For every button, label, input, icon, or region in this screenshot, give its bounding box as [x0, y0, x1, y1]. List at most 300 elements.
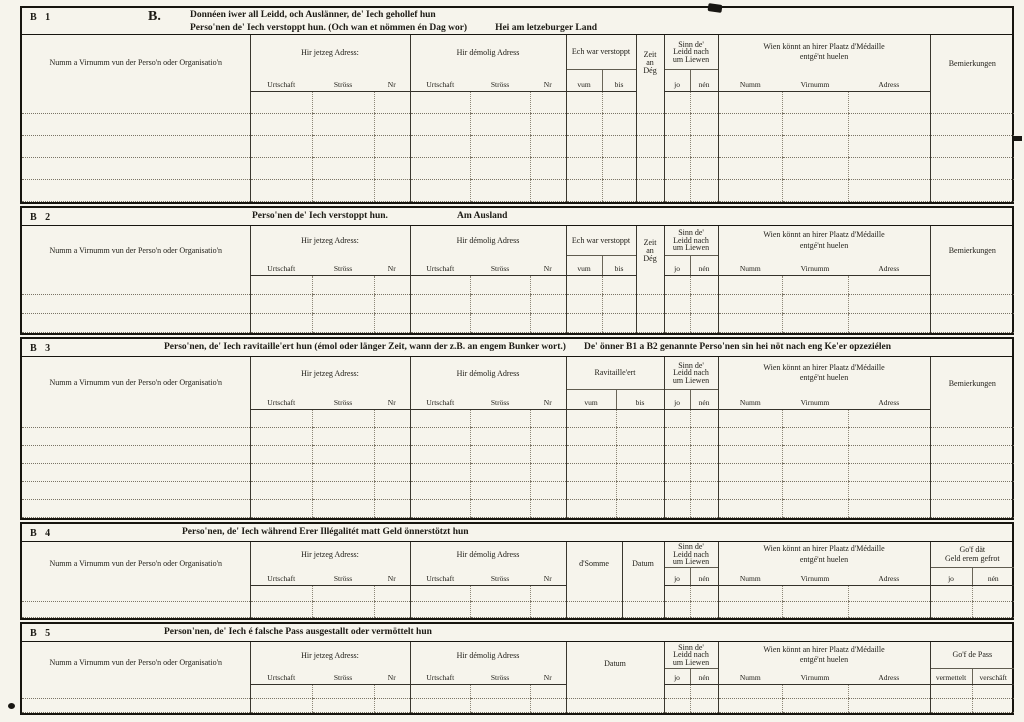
empty-cell: [22, 499, 250, 517]
empty-cell: [664, 314, 690, 333]
col-header-remarks: Bemierkungen: [930, 35, 1014, 91]
col-sub-bis: bis: [602, 256, 636, 276]
col-sub-nr: Nr: [374, 69, 410, 91]
col-sub-nen: nén: [972, 568, 1014, 586]
col-sub-stross: Ströss: [470, 568, 530, 586]
empty-cell: [530, 602, 566, 618]
col-sub-nen: nén: [690, 256, 718, 276]
empty-cell: [374, 427, 410, 445]
col-group-former-address: Hir démolig Adress: [410, 542, 566, 568]
table-row: [22, 698, 1014, 712]
section-b4-title-band: [22, 524, 1012, 542]
empty-cell: [530, 427, 566, 445]
col-group-former-address: Hir démolig Adress: [410, 226, 566, 256]
table-row: [22, 409, 1014, 427]
empty-cell: [848, 295, 930, 314]
empty-cell: [374, 157, 410, 179]
empty-cell: [374, 314, 410, 333]
empty-cell: [930, 179, 1014, 201]
empty-cell: [602, 135, 636, 157]
heading-line-1: Donnéen iwer all Leidd, och Auslänner, de' Iech gehollef hun: [190, 10, 436, 20]
empty-cell: [664, 113, 690, 135]
empty-cell: [566, 481, 616, 499]
empty-cell: [410, 135, 470, 157]
empty-cell: [848, 427, 930, 445]
empty-cell: [664, 586, 690, 602]
empty-cell: [566, 427, 616, 445]
empty-cell: [22, 481, 250, 499]
empty-cell: [782, 499, 848, 517]
empty-cell: [718, 295, 782, 314]
empty-cell: [718, 684, 782, 698]
empty-cell: [930, 427, 1014, 445]
col-group-current-address: Hir jetzeg Adress:: [250, 35, 410, 69]
section-b4-table: [22, 542, 1014, 619]
col-sub-stross: Ströss: [470, 668, 530, 684]
col-group-hidden-period: Ech war verstoppt: [566, 226, 636, 256]
col-sub-vum: vum: [566, 256, 602, 276]
empty-cell: [664, 276, 690, 295]
col-group-hidden-period: Ech war verstoppt: [566, 35, 636, 69]
empty-cell: [972, 698, 1014, 712]
empty-cell: [470, 684, 530, 698]
empty-cell: [410, 91, 470, 113]
col-sub-numm: Numm: [718, 389, 782, 409]
empty-cell: [718, 314, 782, 333]
empty-cell: [566, 445, 616, 463]
col-header-amount: d'Somme: [566, 542, 622, 586]
empty-cell: [374, 409, 410, 427]
col-header-remarks: Bemierkungen: [930, 357, 1014, 409]
empty-cell: [530, 276, 566, 295]
empty-cell: [690, 295, 718, 314]
empty-cell: [616, 499, 664, 517]
empty-cell: [374, 586, 410, 602]
col-sub-jo: jo: [664, 668, 690, 684]
col-sub-stross: Ströss: [470, 389, 530, 409]
empty-cell: [22, 179, 250, 201]
table-row: [22, 295, 1014, 314]
table-row: [22, 113, 1014, 135]
empty-cell: [410, 179, 470, 201]
form: [20, 6, 1014, 717]
empty-cell: [470, 295, 530, 314]
empty-cell: [636, 91, 664, 113]
empty-cell: [312, 499, 374, 517]
col-sub-jo: jo: [664, 69, 690, 91]
empty-cell: [848, 463, 930, 481]
empty-cell: [718, 179, 782, 201]
empty-cell: [930, 499, 1014, 517]
empty-cell: [930, 684, 972, 698]
empty-cell: [636, 157, 664, 179]
empty-cell: [470, 499, 530, 517]
table-row: [22, 463, 1014, 481]
empty-cell: [848, 91, 930, 113]
empty-cell: [530, 91, 566, 113]
empty-cell: [566, 135, 602, 157]
section-b3-table: [22, 357, 1014, 518]
col-sub-nen: nén: [690, 568, 718, 586]
col-sub-verschaft: verschäft: [972, 668, 1014, 684]
section-id: B 5: [30, 628, 54, 639]
col-group-medal: Wien könnt an hirer Plaatz d'Médaille entgé'nt huelen: [718, 642, 930, 668]
empty-cell: [374, 179, 410, 201]
empty-cell: [566, 586, 622, 602]
empty-cell: [312, 602, 374, 618]
col-sub-adress: Adress: [848, 69, 930, 91]
col-header-name: Numm a Virnumm vun der Perso'n oder Organisatio'n: [49, 558, 223, 568]
section-subtitle: Am Ausland: [457, 210, 508, 221]
col-sub-urtschaft: Urtschaft: [250, 69, 312, 91]
col-header-date: Datum: [622, 542, 664, 586]
empty-cell: [22, 314, 250, 333]
empty-cell: [22, 409, 250, 427]
empty-cell: [636, 179, 664, 201]
empty-cell: [410, 157, 470, 179]
empty-cell: [22, 427, 250, 445]
col-sub-stross: Ströss: [312, 568, 374, 586]
empty-cell: [718, 445, 782, 463]
col-sub-nr: Nr: [374, 568, 410, 586]
empty-cell: [664, 157, 690, 179]
empty-cell: [410, 427, 470, 445]
section-b1-title-band: [22, 8, 1012, 35]
empty-cell: [470, 157, 530, 179]
section-b1-table: [22, 35, 1014, 202]
empty-cell: [930, 586, 972, 602]
col-group-current-address: Hir jetzeg Adress:: [250, 642, 410, 668]
empty-cell: [664, 602, 690, 618]
empty-cell: [930, 295, 1014, 314]
empty-cell: [566, 499, 616, 517]
empty-cell: [530, 684, 566, 698]
empty-cell: [602, 113, 636, 135]
empty-cell: [848, 135, 930, 157]
col-sub-nen: nén: [690, 389, 718, 409]
empty-cell: [250, 135, 312, 157]
empty-cell: [782, 463, 848, 481]
empty-cell: [930, 602, 972, 618]
empty-cell: [636, 276, 664, 295]
empty-cell: [530, 157, 566, 179]
col-sub-numm: Numm: [718, 69, 782, 91]
empty-cell: [602, 157, 636, 179]
col-sub-nr: Nr: [374, 668, 410, 684]
col-header-remarks: Bemierkungen: [930, 226, 1014, 276]
empty-cell: [470, 91, 530, 113]
empty-cell: [530, 135, 566, 157]
empty-cell: [930, 276, 1014, 295]
empty-cell: [566, 276, 602, 295]
col-header-name: Numm a Virnumm vun der Perso'n oder Organisatio'n: [49, 378, 223, 388]
empty-cell: [930, 314, 1014, 333]
empty-cell: [312, 684, 374, 698]
col-group-medal: Wien könnt an hirer Plaatz d'Médaille entgé'nt huelen: [718, 226, 930, 256]
empty-cell: [782, 698, 848, 712]
empty-cell: [636, 135, 664, 157]
title-text: Perso'nen, de' Iech ravitaille'ert hun (émol oder länger Zeit, wann der z.B. an engem Bunker wort.): [164, 342, 566, 352]
empty-cell: [250, 463, 312, 481]
empty-cell: [616, 481, 664, 499]
empty-cell: [470, 113, 530, 135]
empty-cell: [410, 276, 470, 295]
section-id: B 4: [30, 527, 54, 539]
col-sub-urtschaft: Urtschaft: [250, 389, 312, 409]
empty-cell: [470, 445, 530, 463]
empty-cell: [930, 698, 972, 712]
empty-cell: [530, 113, 566, 135]
col-sub-jo: jo: [664, 256, 690, 276]
empty-cell: [930, 409, 1014, 427]
col-sub-stross: Ströss: [312, 389, 374, 409]
empty-cell: [930, 113, 1014, 135]
empty-cell: [664, 135, 690, 157]
table-row: [22, 276, 1014, 295]
col-group-current-address: Hir jetzeg Adress:: [250, 226, 410, 256]
empty-cell: [782, 179, 848, 201]
empty-cell: [664, 295, 690, 314]
col-sub-urtschaft: Urtschaft: [410, 69, 470, 91]
empty-cell: [312, 427, 374, 445]
empty-cell: [636, 295, 664, 314]
table-row: [22, 602, 1014, 618]
empty-cell: [250, 91, 312, 113]
empty-cell: [312, 113, 374, 135]
empty-cell: [312, 698, 374, 712]
empty-cell: [410, 314, 470, 333]
empty-cell: [374, 463, 410, 481]
empty-cell: [312, 314, 374, 333]
scan-artifact: [8, 703, 15, 709]
col-header-date: Datum: [566, 642, 664, 684]
col-sub-nr: Nr: [530, 389, 566, 409]
col-header-days: Zeit an Dég: [636, 35, 664, 91]
empty-cell: [530, 463, 566, 481]
header-row-groups: [22, 226, 1014, 256]
empty-cell: [848, 409, 930, 427]
empty-cell: [410, 295, 470, 314]
section-id: B 1: [30, 12, 54, 23]
col-sub-virnumm: Virnumm: [782, 69, 848, 91]
empty-cell: [410, 113, 470, 135]
empty-cell: [374, 91, 410, 113]
empty-cell: [782, 481, 848, 499]
empty-cell: [848, 179, 930, 201]
empty-cell: [374, 684, 410, 698]
col-sub-nr: Nr: [530, 668, 566, 684]
section-id: B 3: [30, 343, 54, 354]
empty-cell: [782, 409, 848, 427]
empty-cell: [664, 409, 690, 427]
empty-cell: [664, 481, 690, 499]
empty-cell: [690, 157, 718, 179]
table-row: [22, 157, 1014, 179]
heading-text: Perso'nen de' Iech verstoppt hun. (Och wan et nömmen én Dag wor): [190, 22, 468, 33]
empty-cell: [566, 179, 602, 201]
empty-cell: [312, 135, 374, 157]
empty-cell: [410, 602, 470, 618]
empty-cell: [718, 113, 782, 135]
col-sub-bis: bis: [602, 69, 636, 91]
empty-cell: [374, 481, 410, 499]
empty-cell: [566, 602, 622, 618]
table-row: [22, 445, 1014, 463]
title-note: De' önner B1 a B2 genannte Perso'nen sin hei nöt nach eng Ke'er opzeziélen: [583, 342, 892, 352]
empty-cell: [848, 276, 930, 295]
empty-cell: [690, 481, 718, 499]
table-row: [22, 586, 1014, 602]
empty-cell: [782, 295, 848, 314]
empty-cell: [250, 179, 312, 201]
empty-cell: [22, 602, 250, 618]
header-row-groups: [22, 642, 1014, 668]
empty-cell: [848, 602, 930, 618]
empty-cell: [690, 314, 718, 333]
header-row-groups: [22, 542, 1014, 568]
empty-cell: [718, 698, 782, 712]
table-row: [22, 684, 1014, 698]
empty-cell: [374, 276, 410, 295]
header-row-groups: [22, 357, 1014, 389]
empty-cell: [848, 481, 930, 499]
empty-cell: [664, 91, 690, 113]
col-sub-virnumm: Virnumm: [782, 568, 848, 586]
table-row: [22, 427, 1014, 445]
col-sub-urtschaft: Urtschaft: [250, 668, 312, 684]
header-row-groups: [22, 35, 1014, 69]
empty-cell: [470, 481, 530, 499]
col-header-name: Numm a Virnumm vun der Perso'n oder Organisatio'n: [49, 58, 223, 68]
empty-cell: [250, 409, 312, 427]
empty-cell: [972, 586, 1014, 602]
col-sub-virnumm: Virnumm: [782, 389, 848, 409]
empty-cell: [782, 113, 848, 135]
empty-cell: [616, 427, 664, 445]
section-b5-table: [22, 642, 1014, 713]
col-sub-urtschaft: Urtschaft: [410, 389, 470, 409]
empty-cell: [782, 427, 848, 445]
empty-cell: [602, 179, 636, 201]
col-sub-jo: jo: [930, 568, 972, 586]
empty-cell: [636, 113, 664, 135]
col-group-current-address: Hir jetzeg Adress:: [250, 357, 410, 389]
table-row: [22, 91, 1014, 113]
section-b3-title-band: [22, 339, 1012, 357]
empty-cell: [374, 602, 410, 618]
empty-cell: [930, 481, 1014, 499]
empty-cell: [470, 135, 530, 157]
empty-cell: [22, 135, 250, 157]
empty-cell: [312, 463, 374, 481]
empty-cell: [374, 113, 410, 135]
empty-cell: [22, 295, 250, 314]
col-sub-stross: Ströss: [470, 69, 530, 91]
empty-cell: [690, 602, 718, 618]
empty-cell: [250, 698, 312, 712]
empty-cell: [718, 135, 782, 157]
col-sub-adress: Adress: [848, 568, 930, 586]
empty-cell: [930, 445, 1014, 463]
empty-cell: [530, 481, 566, 499]
empty-cell: [602, 276, 636, 295]
col-sub-virnumm: Virnumm: [782, 256, 848, 276]
section-id: B 2: [30, 211, 54, 223]
empty-cell: [470, 314, 530, 333]
empty-cell: [602, 314, 636, 333]
empty-cell: [470, 586, 530, 602]
section-b5: [20, 622, 1014, 715]
empty-cell: [930, 91, 1014, 113]
empty-cell: [22, 445, 250, 463]
col-sub-nr: Nr: [530, 256, 566, 276]
empty-cell: [250, 602, 312, 618]
empty-cell: [782, 157, 848, 179]
empty-cell: [566, 684, 664, 698]
empty-cell: [664, 499, 690, 517]
col-header-name: Numm a Virnumm vun der Perso'n oder Organisatio'n: [49, 658, 223, 668]
empty-cell: [848, 113, 930, 135]
col-sub-nr: Nr: [374, 389, 410, 409]
empty-cell: [930, 157, 1014, 179]
empty-cell: [718, 409, 782, 427]
col-sub-vum: vum: [566, 69, 602, 91]
empty-cell: [690, 113, 718, 135]
empty-cell: [470, 409, 530, 427]
empty-cell: [250, 586, 312, 602]
col-sub-stross: Ströss: [312, 256, 374, 276]
empty-cell: [566, 314, 602, 333]
empty-cell: [312, 157, 374, 179]
empty-cell: [312, 276, 374, 295]
empty-cell: [470, 427, 530, 445]
empty-cell: [690, 698, 718, 712]
col-sub-numm: Numm: [718, 568, 782, 586]
empty-cell: [664, 698, 690, 712]
empty-cell: [250, 314, 312, 333]
empty-cell: [470, 276, 530, 295]
empty-cell: [250, 157, 312, 179]
empty-cell: [312, 179, 374, 201]
empty-cell: [848, 445, 930, 463]
empty-cell: [22, 157, 250, 179]
empty-cell: [622, 602, 664, 618]
empty-cell: [664, 445, 690, 463]
col-header-name: Numm a Virnumm vun der Perso'n oder Organisatio'n: [49, 245, 223, 255]
empty-cell: [410, 684, 470, 698]
empty-cell: [972, 684, 1014, 698]
empty-cell: [602, 295, 636, 314]
section-title: Person'nen, de' Iech é falsche Pass ausgestallt oder vermöttelt hun: [164, 627, 432, 637]
col-group-alive: Sinn de' Leidd nach um Liewen: [664, 642, 718, 668]
empty-cell: [250, 295, 312, 314]
empty-cell: [930, 463, 1014, 481]
col-sub-urtschaft: Urtschaft: [250, 256, 312, 276]
col-group-medal: Wien könnt an hirer Plaatz d'Médaille entgé'nt huelen: [718, 542, 930, 568]
empty-cell: [410, 698, 470, 712]
empty-cell: [250, 481, 312, 499]
heading-line-2: [190, 22, 597, 35]
empty-cell: [530, 409, 566, 427]
col-sub-numm: Numm: [718, 668, 782, 684]
empty-cell: [530, 499, 566, 517]
empty-cell: [374, 499, 410, 517]
col-group-medal: Wien könnt an hirer Plaatz d'Médaille entgé'nt huelen: [718, 35, 930, 69]
col-group-former-address: Hir démolig Adress: [410, 357, 566, 389]
empty-cell: [690, 135, 718, 157]
empty-cell: [690, 409, 718, 427]
empty-cell: [848, 698, 930, 712]
